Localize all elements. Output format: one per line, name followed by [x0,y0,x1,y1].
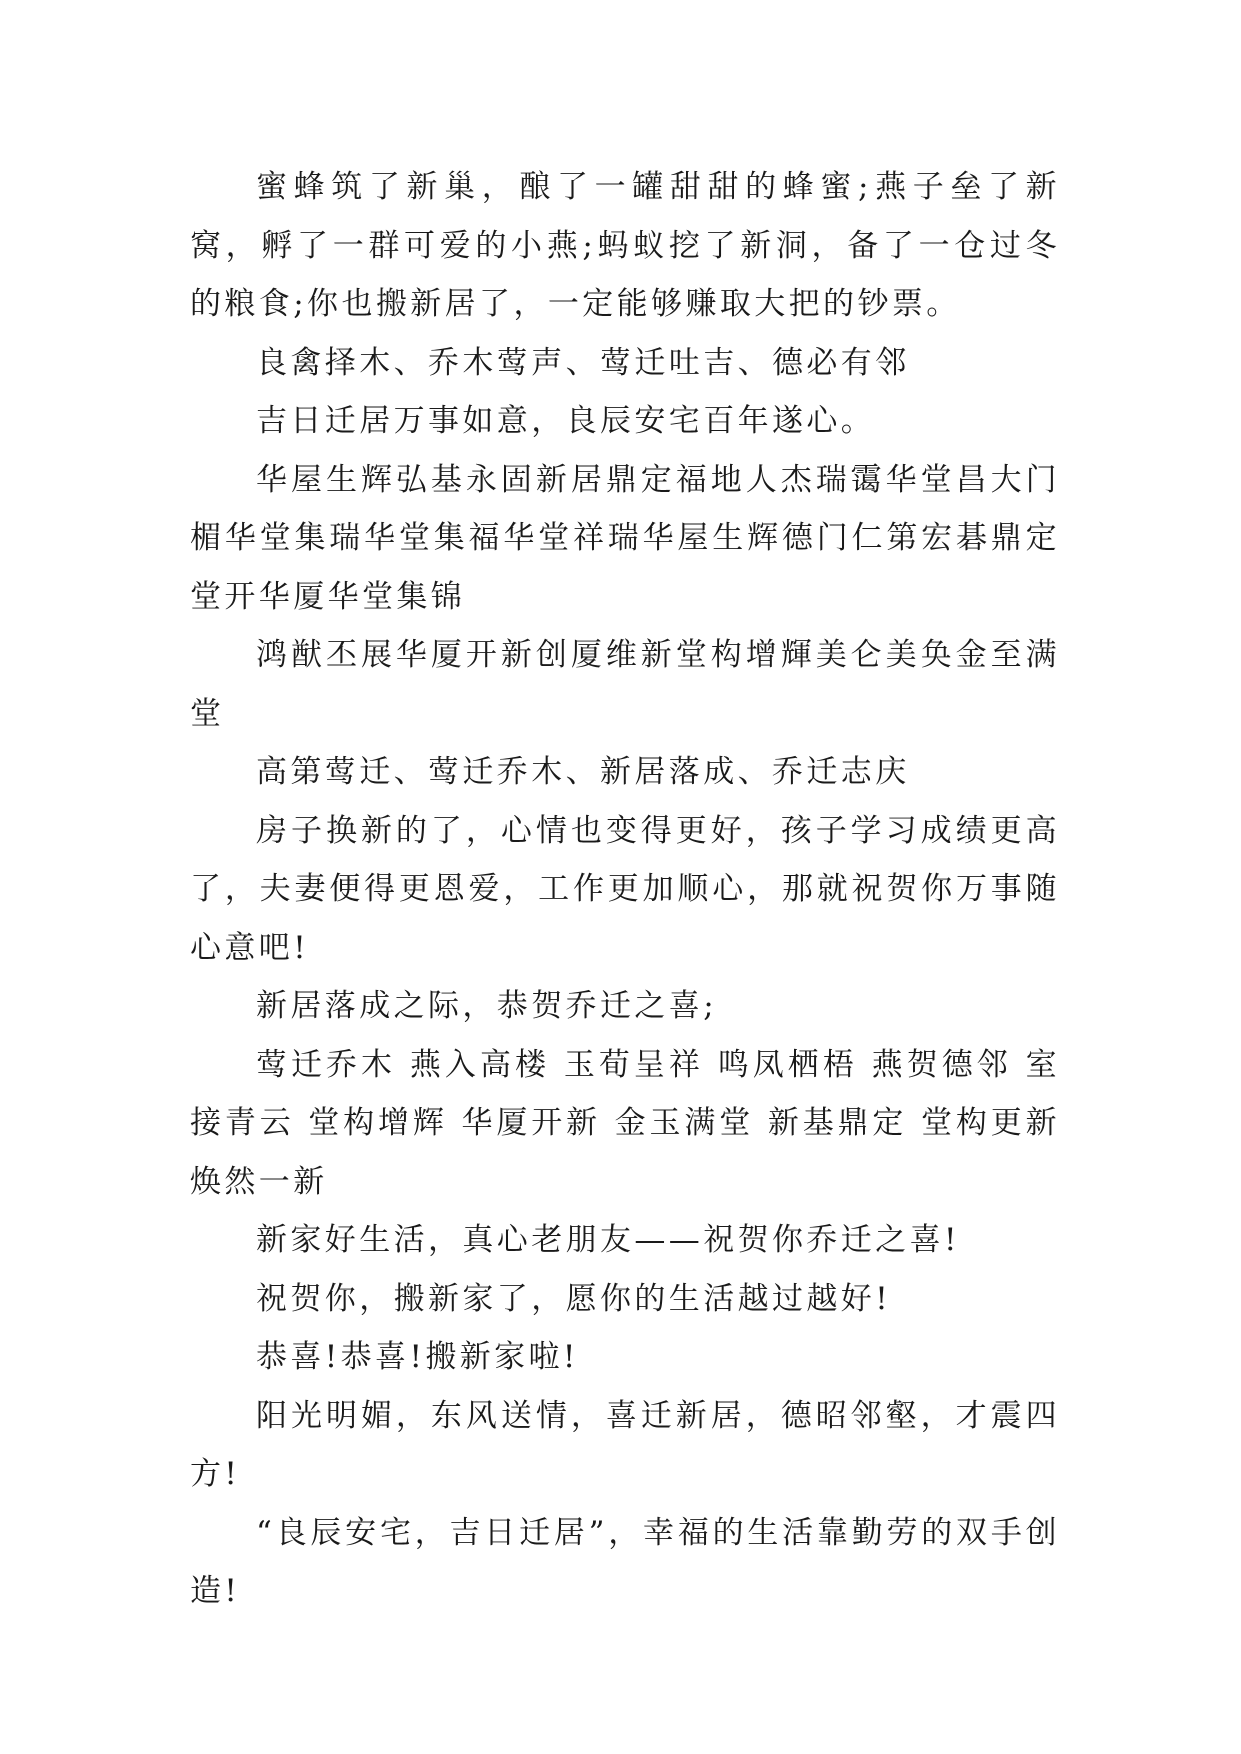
paragraph: 鸿猷丕展华厦开新创厦维新堂构增輝美仑美奂金至满堂 [190,637,1060,732]
paragraph: 恭喜!恭喜!搬新家啦! [256,1339,579,1375]
paragraph: 华屋生辉弘基永固新居鼎定福地人杰瑞霭华堂昌大门楣华堂集瑞华堂集福华堂祥瑞华屋生辉德门仁第宏碁鼎定堂开华厦华堂集锦 [190,461,1060,615]
paragraph: 新家好生活，真心老朋友——祝贺你乔迁之喜! [256,1222,960,1258]
paragraph: “良辰安宅，吉日迁居”，幸福的生活靠勤劳的双手创造! [190,1514,1060,1609]
paragraph: 吉日迁居万事如意，良辰安宅百年遂心。 [256,403,876,439]
paragraph: 阳光明媚，东风送情，喜迁新居，德昭邻壑，才震四方! [190,1397,1060,1492]
paragraph: 祝贺你，搬新家了，愿你的生活越过越好! [256,1280,892,1317]
paragraph: 新居落成之际，恭贺乔迁之喜; [256,988,718,1024]
paragraph: 房子换新的了，心情也变得更好，孩子学习成绩更高了，夫妻便得更恩爱，工作更加顺心，那就祝贺你万事随心意吧! [190,812,1060,966]
paragraph: 良禽择木、乔木莺声、莺迁吐吉、德必有邻 [256,344,910,381]
document-body [190,158,1060,1621]
paragraph: 蜜蜂筑了新巢，酿了一罐甜甜的蜂蜜;燕子垒了新窝，孵了一群可爱的小燕;蚂蚁挖了新洞，备了一仓过冬的粮食;你也搬新居了，一定能够赚取大把的钞票。 [190,169,1060,322]
paragraph: 莺迁乔木 燕入高楼 玉荀呈祥 鸣凤栖梧 燕贺德邻 室接青云 堂构增辉 华厦开新 金玉满堂 新基鼎定 堂构更新 焕然一新 [190,1046,1060,1200]
paragraph: 高第莺迁、莺迁乔木、新居落成、乔迁志庆 [256,754,910,790]
